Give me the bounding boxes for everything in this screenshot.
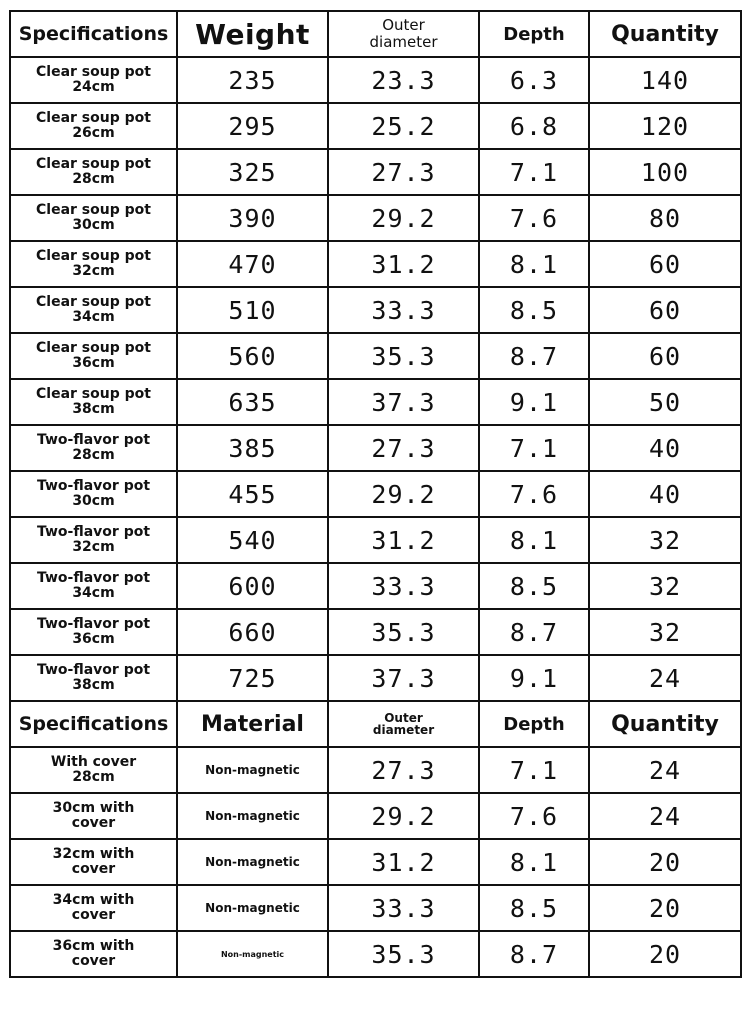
depth-cell: 8.1 [479,839,589,885]
spec-cell: Clear soup pot 38cm [10,379,177,425]
weight-cell: 635 [177,379,328,425]
depth-cell: 9.1 [479,379,589,425]
table-row [10,379,741,425]
table-row [10,57,741,103]
quantity-cell: 40 [589,425,741,471]
diameter-cell: 27.3 [328,747,479,793]
weight-cell: 470 [177,241,328,287]
diameter-cell: 29.2 [328,793,479,839]
material-cell: Non-magnetic [177,931,328,977]
quantity-cell: 20 [589,931,741,977]
diameter-cell: 37.3 [328,655,479,701]
table-row [10,839,741,885]
depth-cell: 6.3 [479,57,589,103]
header-quantity: Quantity [589,701,741,747]
header-weight: Weight [177,11,328,57]
diameter-cell: 29.2 [328,471,479,517]
diameter-cell: 37.3 [328,379,479,425]
table1-header-row [10,11,741,57]
table2-header-row [10,701,741,747]
depth-cell: 9.1 [479,655,589,701]
depth-cell: 8.7 [479,609,589,655]
table-row [10,563,741,609]
spec-cell: 36cm with cover [10,931,177,977]
header-outer-diameter: Outer diameter [328,11,479,57]
depth-cell: 8.1 [479,517,589,563]
spec-cell: 30cm with cover [10,793,177,839]
material-cell: Non-magnetic [177,885,328,931]
header-depth: Depth [479,701,589,747]
spec-cell: Two-flavor pot 36cm [10,609,177,655]
diameter-cell: 31.2 [328,241,479,287]
quantity-cell: 40 [589,471,741,517]
quantity-cell: 24 [589,793,741,839]
quantity-cell: 60 [589,333,741,379]
quantity-cell: 24 [589,655,741,701]
header-outer-diameter: Outer diameter [328,701,479,747]
weight-cell: 325 [177,149,328,195]
table-row [10,195,741,241]
quantity-cell: 50 [589,379,741,425]
quantity-cell: 32 [589,563,741,609]
diameter-cell: 33.3 [328,563,479,609]
diameter-cell: 27.3 [328,149,479,195]
depth-cell: 8.7 [479,333,589,379]
spec-cell: Two-flavor pot 28cm [10,425,177,471]
header-depth: Depth [479,11,589,57]
spec-cell: Clear soup pot 32cm [10,241,177,287]
weight-cell: 600 [177,563,328,609]
quantity-cell: 80 [589,195,741,241]
weight-cell: 235 [177,57,328,103]
table-row [10,747,741,793]
spec-cell: Clear soup pot 24cm [10,57,177,103]
quantity-cell: 60 [589,287,741,333]
diameter-cell: 31.2 [328,517,479,563]
spec-cell: Two-flavor pot 38cm [10,655,177,701]
material-cell: Non-magnetic [177,747,328,793]
depth-cell: 7.1 [479,425,589,471]
quantity-cell: 32 [589,517,741,563]
table-row [10,517,741,563]
diameter-cell: 25.2 [328,103,479,149]
spec-cell: Clear soup pot 34cm [10,287,177,333]
spec-cell: Clear soup pot 36cm [10,333,177,379]
specification-table [9,10,742,978]
quantity-cell: 120 [589,103,741,149]
weight-cell: 725 [177,655,328,701]
depth-cell: 8.7 [479,931,589,977]
spec-cell: Two-flavor pot 34cm [10,563,177,609]
quantity-cell: 24 [589,747,741,793]
table-row [10,793,741,839]
table-row [10,287,741,333]
depth-cell: 8.5 [479,563,589,609]
weight-cell: 660 [177,609,328,655]
depth-cell: 8.5 [479,885,589,931]
table-row [10,885,741,931]
depth-cell: 7.6 [479,793,589,839]
weight-cell: 560 [177,333,328,379]
depth-cell: 7.1 [479,747,589,793]
diameter-cell: 35.3 [328,333,479,379]
spec-cell: 32cm with cover [10,839,177,885]
diameter-cell: 23.3 [328,57,479,103]
table-body [10,11,741,977]
diameter-cell: 33.3 [328,885,479,931]
quantity-cell: 100 [589,149,741,195]
header-specifications: Specifications [10,701,177,747]
quantity-cell: 32 [589,609,741,655]
depth-cell: 8.5 [479,287,589,333]
spec-cell: Clear soup pot 30cm [10,195,177,241]
quantity-cell: 60 [589,241,741,287]
quantity-cell: 140 [589,57,741,103]
spec-cell: Clear soup pot 26cm [10,103,177,149]
weight-cell: 385 [177,425,328,471]
weight-cell: 455 [177,471,328,517]
weight-cell: 390 [177,195,328,241]
table-row [10,241,741,287]
depth-cell: 8.1 [479,241,589,287]
table-row [10,655,741,701]
diameter-cell: 27.3 [328,425,479,471]
weight-cell: 510 [177,287,328,333]
diameter-cell: 33.3 [328,287,479,333]
table-row [10,609,741,655]
header-specifications: Specifications [10,11,177,57]
material-cell: Non-magnetic [177,793,328,839]
table-row [10,931,741,977]
table-row [10,333,741,379]
table-row [10,103,741,149]
depth-cell: 7.6 [479,195,589,241]
depth-cell: 7.1 [479,149,589,195]
spec-cell: Two-flavor pot 32cm [10,517,177,563]
quantity-cell: 20 [589,885,741,931]
diameter-cell: 31.2 [328,839,479,885]
spec-cell: Two-flavor pot 30cm [10,471,177,517]
table-row [10,149,741,195]
diameter-cell: 35.3 [328,931,479,977]
spec-cell: Clear soup pot 28cm [10,149,177,195]
spec-cell: With cover 28cm [10,747,177,793]
header-quantity: Quantity [589,11,741,57]
header-material: Material [177,701,328,747]
table-row [10,425,741,471]
diameter-cell: 29.2 [328,195,479,241]
spec-cell: 34cm with cover [10,885,177,931]
depth-cell: 7.6 [479,471,589,517]
quantity-cell: 20 [589,839,741,885]
weight-cell: 295 [177,103,328,149]
table-row [10,471,741,517]
weight-cell: 540 [177,517,328,563]
material-cell: Non-magnetic [177,839,328,885]
depth-cell: 6.8 [479,103,589,149]
diameter-cell: 35.3 [328,609,479,655]
